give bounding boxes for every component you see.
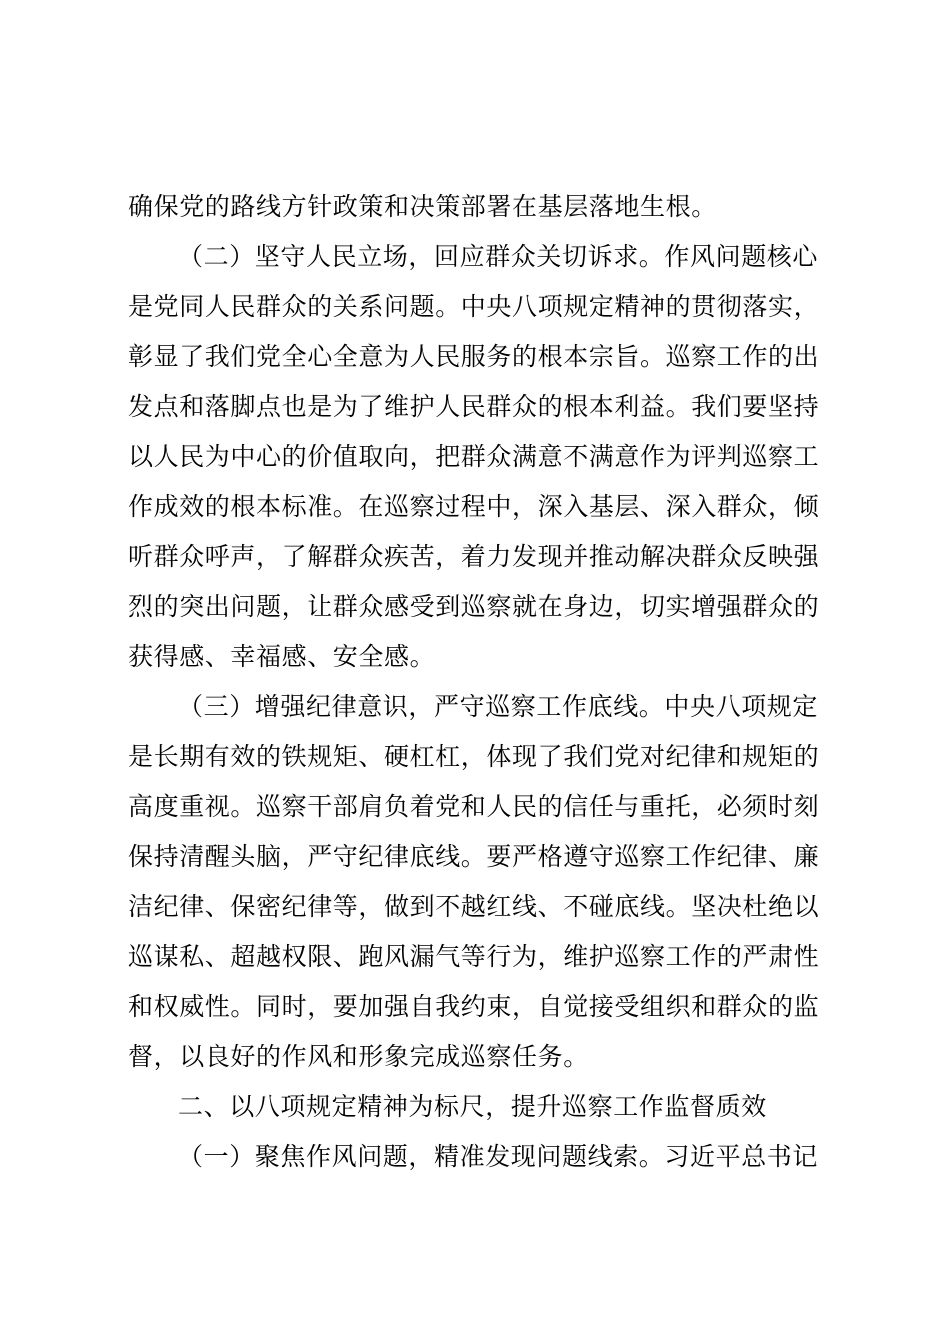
text-line: （二）坚守人民立场，回应群众关切诉求。作风问题核心 [178,242,819,271]
text-line: （一）聚焦作风问题，精准发现问题线索。习近平总书记 [178,1142,819,1171]
text-line: 是党同人民群众的关系问题。中央八项规定精神的贯彻落实， [128,292,820,321]
text-line: 和权威性。同时，要加强自我约束，自觉接受组织和群众的监 [128,992,820,1021]
text-line: 确保党的路线方针政策和决策部署在基层落地生根。 [128,192,717,221]
text-line: 督，以良好的作风和形象完成巡察任务。 [128,1042,589,1071]
section-heading: 二、以八项规定精神为标尺，提升巡察工作监督质效 [178,1092,767,1121]
text-line: 保持清醒头脑，严守纪律底线。要严格遵守巡察工作纪律、廉 [128,842,820,871]
text-line: 发点和落脚点也是为了维护人民群众的根本利益。我们要坚持 [128,392,820,421]
text-line: 彰显了我们党全心全意为人民服务的根本宗旨。巡察工作的出 [128,342,820,371]
text-line: 获得感、幸福感、安全感。 [128,642,436,671]
text-line: 巡谋私、超越权限、跑风漏气等行为，维护巡察工作的严肃性 [128,942,820,971]
text-line: （三）增强纪律意识，严守巡察工作底线。中央八项规定 [178,692,819,721]
text-line: 作成效的根本标准。在巡察过程中，深入基层、深入群众，倾 [128,492,820,521]
text-line: 以人民为中心的价值取向，把群众满意不满意作为评判巡察工 [128,442,820,471]
text-line: 洁纪律、保密纪律等，做到不越红线、不碰底线。坚决杜绝以 [128,892,820,921]
text-line: 听群众呼声，了解群众疾苦，着力发现并推动解决群众反映强 [128,542,820,571]
text-line: 是长期有效的铁规矩、硬杠杠，体现了我们党对纪律和规矩的 [128,742,820,771]
text-line: 高度重视。巡察干部肩负着党和人民的信任与重托，必须时刻 [128,792,820,821]
text-line: 烈的突出问题，让群众感受到巡察就在身边，切实增强群众的 [128,592,820,621]
